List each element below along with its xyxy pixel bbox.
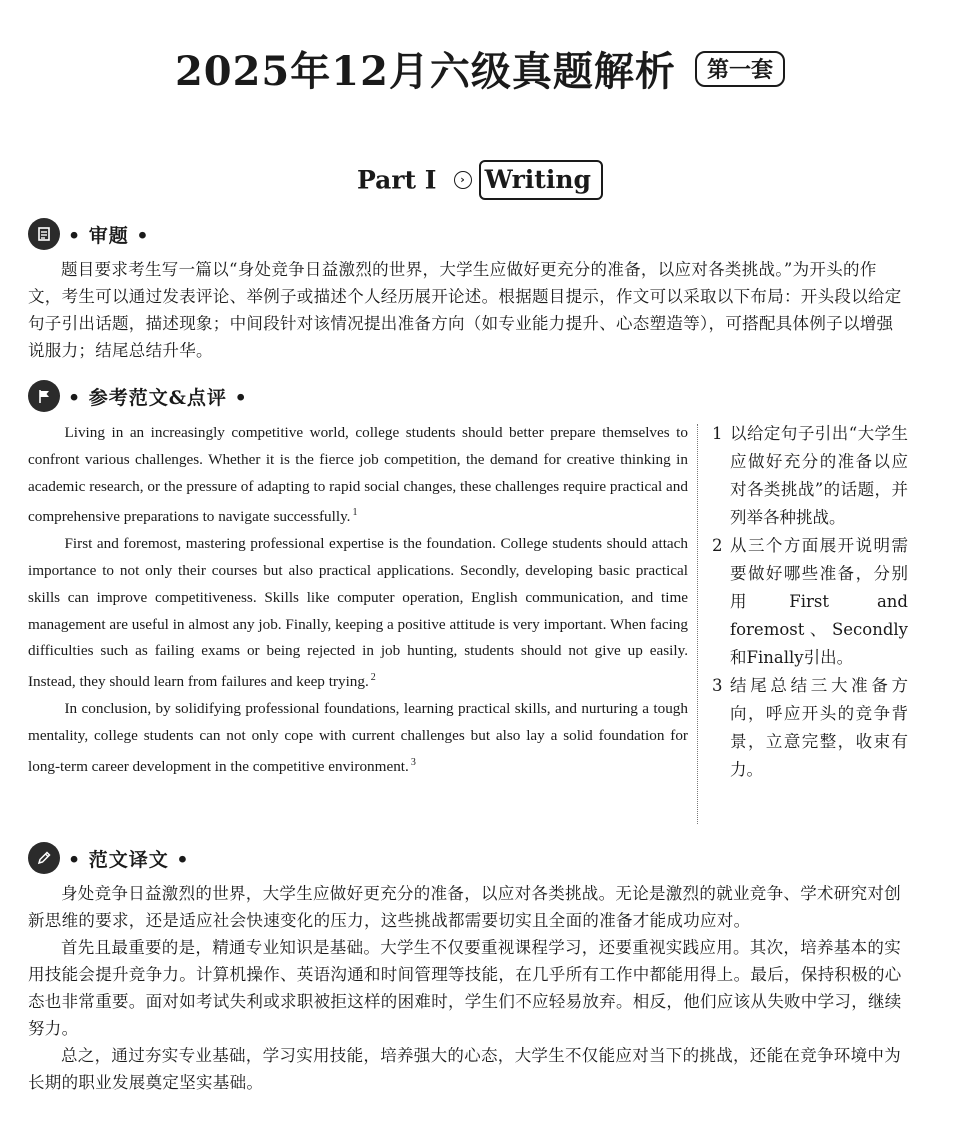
essay-paragraph: In conclusion, by solidifying professional foundations, learning practical skills, and nurturing a tough mentality, college students can not only cope with current challenges but also lay a solid foundation for long-term career development in the competitive environment. $^3$ — [28, 700, 688, 775]
flag-icon — [28, 380, 60, 412]
comment-note-text: 以给定句子引出“大学生应做好充分的准备以应对各类挑战”的话题，并列举各种挑战。 — [730, 424, 908, 527]
comment-note-text: 结尾总结三大准备方向，呼应开头的竞争背景，立意完整，收束有力。 — [730, 676, 908, 779]
essay-ref-3: 3 — [410, 756, 416, 768]
translation-text-block — [28, 880, 908, 1096]
title-row — [0, 40, 960, 97]
comment-notes — [712, 420, 908, 784]
sample-essay — [28, 420, 688, 781]
pen-icon — [28, 842, 60, 874]
translation-heading-label: 范文译文 — [88, 848, 169, 871]
comment-note-number: 3 — [712, 676, 723, 695]
part-heading — [0, 160, 960, 200]
part-name: Writing — [479, 160, 603, 200]
analysis-text: 题目要求考生写一篇以“身处竞争日益激烈的世界，大学生应做好更充分的准备，以应对各类挑战。”为开头的作文，考生可以通过发表评论、举例子或描述个人经历展开论述。根据题目提示，作文可以采取以下布局：开头段以给定句子引出话题，描述现象；中间段针对该情况提出准备方向（如专业能力提升、心态塑造等），可搭配具体例子以增强说服力；结尾总结升华。 — [28, 260, 902, 360]
document-icon — [28, 218, 60, 250]
essay-paragraph: First and foremost, mastering professional expertise is the foundation. College students should attach importance to not only their courses but also practical applications. Secondly, developing basic practical skills can improve competitiveness. Skills like computer operation, English communication, and time management are useful in almost any job. Finally, keeping a positive attitude is very important. When facing difficulties such as failing exams or being rejected in job hunting, students should not give up easily. Instead, they should learn from failures and keep trying. $^2$ — [28, 535, 688, 691]
analysis-heading-label: 审题 — [88, 224, 129, 247]
essay-paragraph: Living in an increasingly competitive world, college students should better prepare themselves to confront various challenges. Whether it is the fierce job competition, the demand for creative thinking in academic research, or the pressure of adapting to rapid social changes, these challenges require practical and comprehensive preparations to navigate successfully. $^1$ — [28, 424, 688, 526]
translation-heading: • 范文译文 • — [28, 842, 190, 874]
analysis-text-block — [28, 256, 908, 364]
comment-note — [712, 420, 908, 532]
translation-paragraph: 总之，通过夯实专业基础，学习实用技能，培养强大的心态，大学生不仅能应对当下的挑战，还能在竞争环境中为长期的职业发展奠定坚实基础。 — [28, 1046, 901, 1092]
analysis-heading: • 审题 • — [28, 218, 150, 250]
comment-note-number: 2 — [712, 536, 723, 555]
comment-note — [712, 532, 908, 672]
column-divider — [697, 424, 698, 824]
part-label: Part I — [357, 165, 437, 195]
translation-paragraph: 身处竞争日益激烈的世界，大学生应做好更充分的准备，以应对各类挑战。无论是激烈的就业竞争、学术研究对创新思维的要求，还是适应社会快速变化的压力，这些挑战都需要切实且全面的准备才能成功应对。 — [28, 884, 901, 930]
comment-note — [712, 672, 908, 784]
translation-paragraph: 首先且最重要的是，精通专业知识是基础。大学生不仅要重视课程学习，还要重视实践应用。其次，培养基本的实用技能会提升竞争力。计算机操作、英语沟通和时间管理等技能，在几乎所有工作中都能用得上。最后，保持积极的心态也非常重要。面对如考试失利或求职被拒这样的困难时，学生们不应轻易放弃。相反，他们应该从失败中学习，继续努力。 — [28, 938, 902, 1038]
comment-note-text: 从三个方面展开说明需要做好哪些准备，分别用First and foremost、Secondly和Finally引出。 — [730, 536, 908, 667]
set-badge: 第一套 — [695, 51, 785, 87]
sample-heading-label: 参考范文&点评 — [88, 386, 227, 409]
sample-heading: • 参考范文&点评 • — [28, 380, 248, 412]
page-title: 2025年12月六级真题解析 — [174, 48, 676, 95]
chevron-right-icon: › — [454, 171, 472, 189]
comment-note-number: 1 — [712, 424, 723, 443]
essay-ref-1: 1 — [352, 507, 358, 519]
essay-ref-2: 2 — [370, 672, 376, 684]
